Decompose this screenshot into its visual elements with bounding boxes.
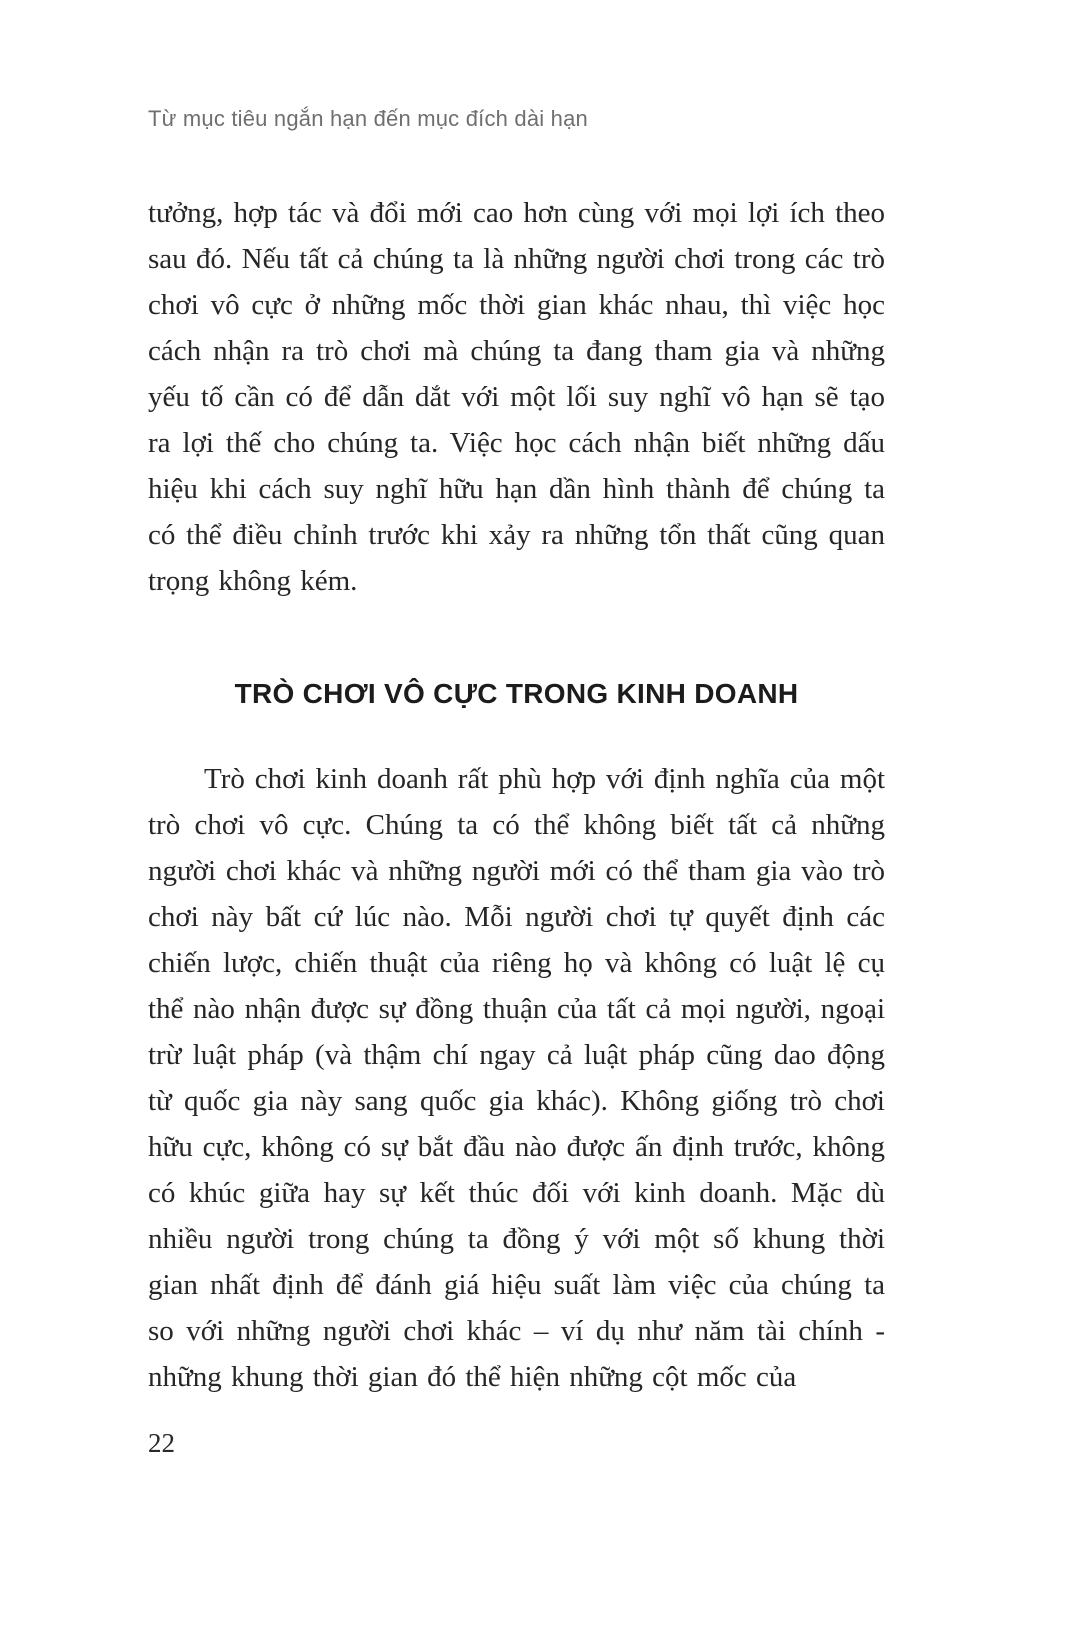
section-heading: TRÒ CHƠI VÔ CỰC TRONG KINH DOANH [234,678,799,709]
text-column [148,190,885,1400]
running-head: Từ mục tiêu ngắn hạn đến mục đích dài hạn [148,106,588,131]
page-number: 22 [148,1428,175,1458]
paragraph: Trò chơi kinh doanh rất phù hợp với định nghĩa của một trò chơi vô cực. Chúng ta có thể không biết tất cả những người chơi khác và những người mới có thể tham gia vào trò chơi này bất cứ lúc nào. Mỗi người chơi tự quyết định các chiến lược, chiến thuật của riêng họ và không có luật lệ cụ thể nào nhận được sự đồng thuận của tất cả mọi người, ngoại trừ luật pháp (và thậm chí ngay cả luật pháp cũng dao động từ quốc gia này sang quốc gia khác). Không giống trò chơi hữu cực, không có sự bắt đầu nào được ấn định trước, không có khúc giữa hay sự kết thúc đối với kinh doanh. Mặc dù nhiều người trong chúng ta đồng ý với một số khung thời gian nhất định để đánh giá hiệu suất làm việc của chúng ta so với những người chơi khác – ví dụ như năm tài chính - những khung thời gian đó thể hiện những cột mốc của [148,763,885,1393]
paragraph: tưởng, hợp tác và đổi mới cao hơn cùng với mọi lợi ích theo sau đó. Nếu tất cả chúng ta là những người chơi trong các trò chơi vô cực ở những mốc thời gian khác nhau, thì việc học cách nhận ra trò chơi mà chúng ta đang tham gia và những yếu tố cần có để dẫn dắt với một lối suy nghĩ vô hạn sẽ tạo ra lợi thế cho chúng ta. Việc học cách nhận biết những dấu hiệu khi cách suy nghĩ hữu hạn dần hình thành để chúng ta có thể điều chỉnh trước khi xảy ra những tổn thất cũng quan trọng không kém. [148,197,885,597]
